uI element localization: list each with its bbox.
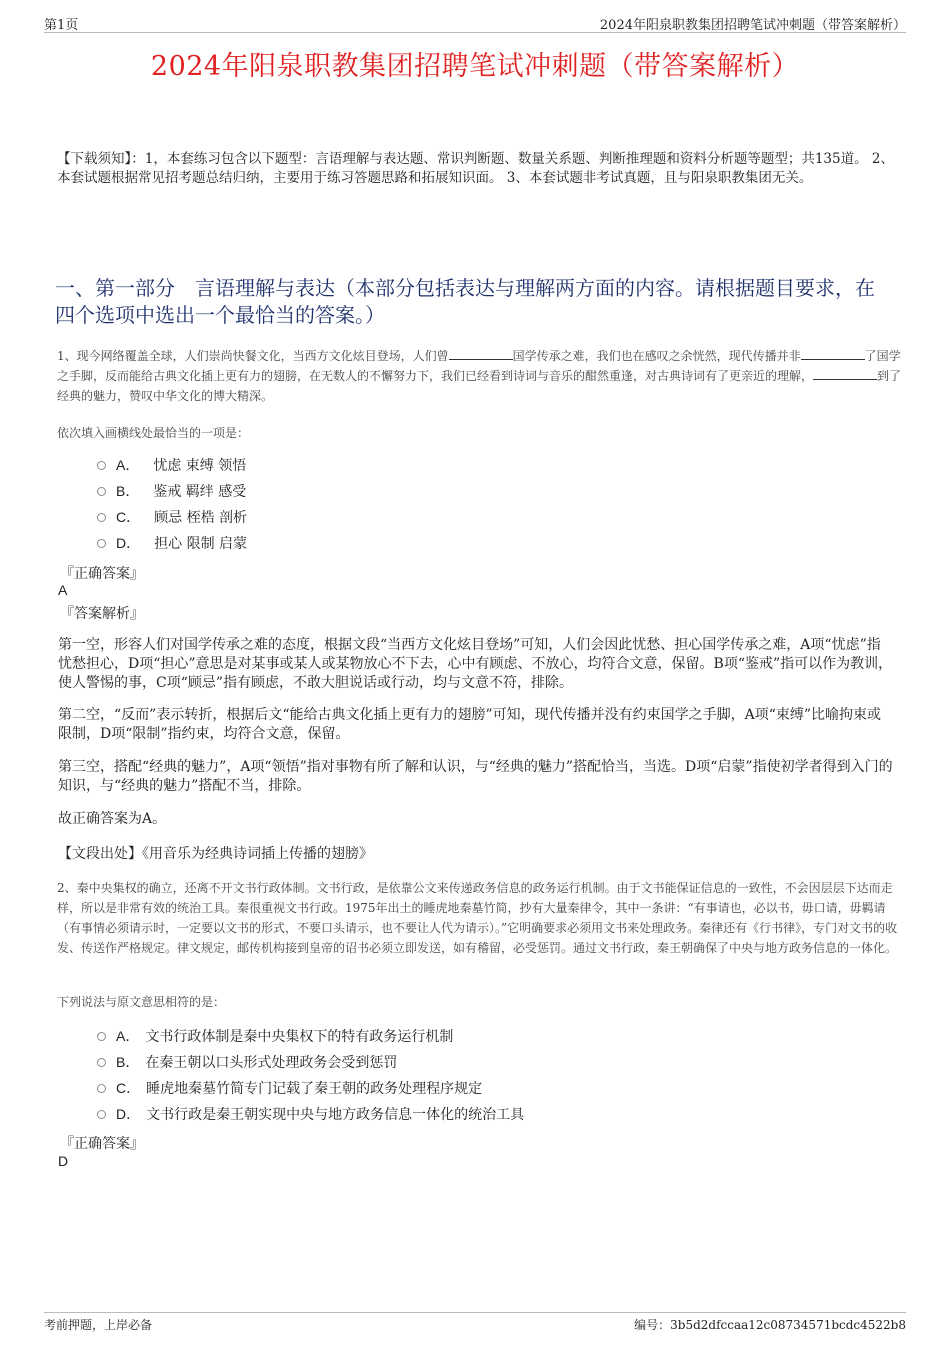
page-footer [44, 1312, 906, 1333]
analysis-paragraph: 第一空，形容人们对国学传承之难的态度，根据文段“当西方文化炫目登场”可知，人们会因此忧愁、担心国学传承之难，A项“忧虑”指忧愁担心，D项“担心”意思是对某事或某人或某物放心不下去，心中有顾虑、不放心，均符合文意，保留。B项“鉴戒”指可以作为教训，使人警惕的事，C项“顾忌”指有顾虑，不敢大胆说话或行动，均与文意不符，排除。 [58, 637, 893, 691]
analysis-conclusion: 故正确答案为A。 [58, 811, 167, 827]
question-2-text: 2、秦中央集权的确立，还离不开文书行政体制。文书行政，是依靠公文来传递政务信息的政务运行机制。由于文书能保证信息的一致性，不会因层层下达而走样，所以是非常有效的统治工具。秦很重视文书行政。1975年出土的睡虎地秦墓竹简，抄有大量秦律令，其中一条讲：“有事请也，必以书，毋口请，毋羁请（有事情必须请示时，一定要以文书的形式，不要口头请示，也不要让人代为请示）。”它明确要求必须用文书来处理政务。秦律还有《行书律》，专门对文书的收发、传送作严格规定。律文规定，邮传机构接到皇帝的诏书必须立即发送，如有稽留，必受惩罚。通过文书行政，秦王朝确保了中央与地方政务信息的一体化。 [57, 881, 898, 955]
page-number: 第1页 [44, 18, 79, 33]
radio-icon[interactable] [97, 539, 106, 548]
option-text: 鉴戒 羁绊 感受 [153, 484, 247, 500]
question-1-options [97, 452, 247, 556]
answer-label: 『正确答案』 [60, 566, 144, 582]
option-text: 睡虎地秦墓竹简专门记载了秦王朝的政务处理程序规定 [146, 1081, 483, 1097]
answer-value: A [58, 582, 68, 598]
analysis-paragraph: 第二空，“反而”表示转折，根据后文“能给古典文化插上更有力的翅膀”可知，现代传播并没有约束国学之手脚，A项“束缚”比喻拘束或限制，D项“限制”指约束，均符合文意，保留。 [58, 707, 882, 742]
option-c[interactable] [97, 1075, 524, 1101]
fill-blank [801, 347, 865, 360]
download-notice: 【下载须知】：1，本套练习包含以下题型：言语理解与表达题、常识判断题、数量关系题、判断推理题和资料分析题等题型；共135道。 2、本套试题根据常见招考题总结归纳，主要用于练习答题思路和拓展知识面。 3、本套试题非考试真题，且与阳泉职教集团无关。 [57, 151, 894, 186]
option-text: 忧虑 束缚 领悟 [153, 458, 247, 474]
option-a[interactable] [97, 452, 247, 478]
option-text: 文书行政体制是秦中央集权下的特有政务运行机制 [145, 1029, 454, 1045]
option-b[interactable] [97, 1049, 524, 1075]
footer-slogan: 考前押题，上岸必备 [44, 1318, 153, 1332]
section-heading: 一、第一部分 言语理解与表达（本部分包括表达与理解两方面的内容。请根据题目要求，在四个选项中选出一个最恰当的答案。） [55, 276, 875, 327]
option-letter: B． [116, 483, 140, 499]
q1-text-part: 到了经典的魅力，赞叹中华文化的博大精深。 [57, 369, 902, 403]
source-citation: 【文段出处】《用音乐为经典诗词插上传播的翅膀》 [58, 846, 373, 862]
option-text: 顾忌 桎梏 剖析 [154, 510, 248, 526]
option-letter: D． [116, 1106, 141, 1122]
option-d[interactable] [97, 530, 247, 556]
option-d[interactable] [97, 1101, 524, 1127]
option-letter: D． [116, 535, 141, 551]
header-doc-title: 2024年阳泉职教集团招聘笔试冲刺题（带答案解析） [599, 18, 906, 33]
option-letter: C． [116, 509, 141, 525]
radio-icon[interactable] [97, 513, 106, 522]
option-letter: A． [116, 457, 140, 473]
radio-icon[interactable] [97, 1032, 106, 1041]
q1-text-part: 1、现今网络覆盖全球，人们崇尚快餐文化，当西方文化炫目登场，人们曾 [57, 349, 449, 363]
question-2-prompt: 下列说法与原文意思相符的是： [57, 995, 226, 1009]
fill-blank [813, 367, 877, 380]
footer-serial: 编号：3b5d2dfccaa12c08734571bcdc4522b8 [634, 1318, 906, 1332]
option-b[interactable] [97, 478, 247, 504]
page-header [44, 14, 906, 33]
question-1-prompt: 依次填入画横线处最恰当的一项是： [57, 426, 250, 440]
radio-icon[interactable] [97, 487, 106, 496]
option-a[interactable] [97, 1023, 524, 1049]
q1-text-part: 了国学之手脚，反而能给古典文化插上更有力的翅膀，在无数人的不懈努力下，我们已经看到诗词与音乐的酣然重逢，对古典诗词有了更亲近的理解， [57, 349, 901, 383]
option-text: 文书行政是秦王朝实现中央与地方政务信息一体化的统治工具 [146, 1107, 525, 1123]
option-letter: A． [116, 1028, 140, 1044]
analysis-label: 『答案解析』 [60, 606, 144, 622]
option-letter: B． [116, 1054, 140, 1070]
option-text: 在秦王朝以口头形式处理政务会受到惩罚 [145, 1055, 398, 1071]
radio-icon[interactable] [97, 461, 106, 470]
radio-icon[interactable] [97, 1084, 106, 1093]
option-c[interactable] [97, 504, 247, 530]
page-title: 2024年阳泉职教集团招聘笔试冲刺题（带答案解析） [150, 51, 800, 82]
option-letter: C． [116, 1080, 141, 1096]
answer-value: D [58, 1153, 69, 1169]
question-1-text [57, 346, 902, 406]
answer-label: 『正确答案』 [60, 1136, 144, 1152]
question-2-options [97, 1023, 524, 1127]
radio-icon[interactable] [97, 1058, 106, 1067]
option-text: 担心 限制 启蒙 [154, 536, 248, 552]
fill-blank [449, 347, 513, 360]
analysis-paragraph: 第三空，搭配“经典的魅力”，A项“领悟”指对事物有所了解和认识，与“经典的魅力”搭配恰当，当选。D项“启蒙”指使初学者得到入门的知识，与“经典的魅力”搭配不当，排除。 [58, 759, 893, 794]
q1-text-part: 国学传承之难，我们也在感叹之余恍然，现代传播并非 [512, 349, 801, 363]
radio-icon[interactable] [97, 1110, 106, 1119]
